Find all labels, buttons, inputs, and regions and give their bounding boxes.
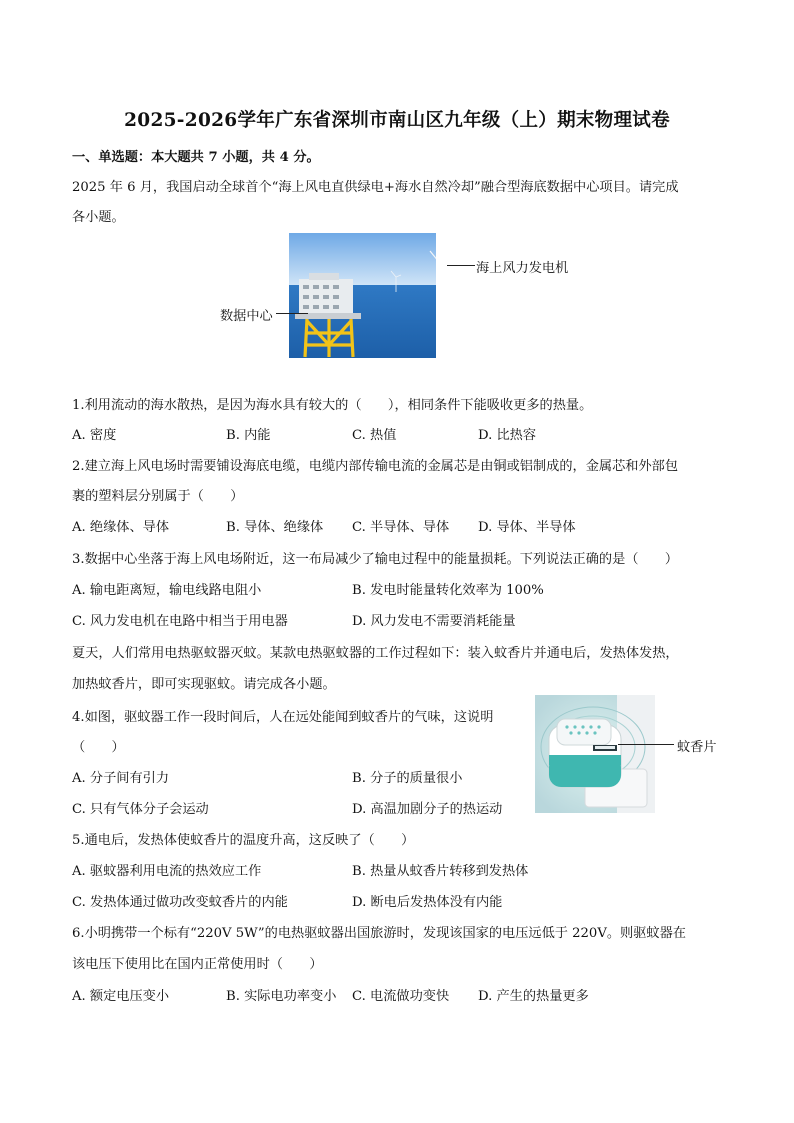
q3-stem: 3.数据中心坐落于海上风电场附近，这一布局减少了输电过程中的能量损耗。下列说法正确的是（ ） (72, 552, 679, 567)
datacenter-leader-line (276, 313, 308, 314)
datacenter-label: 数据中心 (220, 309, 273, 324)
page-title: 2025-2026学年广东省深圳市南山区九年级（上）期末物理试卷 (124, 110, 670, 131)
q5-option-b: B. 热量从蚊香片转移到发热体 (352, 864, 529, 879)
q4-option-b: B. 分子的质量很小 (352, 771, 463, 786)
q6-option-d: D. 产生的热量更多 (478, 989, 589, 1004)
q1-option-d: D. 比热容 (478, 428, 537, 443)
q3-option-d: D. 风力发电不需要消耗能量 (352, 614, 516, 629)
q1-stem: 1.利用流动的海水散热，是因为海水具有较大的（ ），相同条件下能吸收更多的热量。 (72, 398, 593, 413)
q5-option-a: A. 驱蚊器利用电流的热效应工作 (72, 864, 262, 879)
q1-option-a: A. 密度 (72, 428, 117, 443)
q6-stem-line1: 6.小明携带一个标有“220V 5W”的电热驱蚊器出国旅游时，发现该国家的电压远低于 220V。则驱蚊器在 (72, 926, 686, 941)
q5-option-d: D. 断电后发热体没有内能 (352, 895, 503, 910)
turbine-label: 海上风力发电机 (476, 261, 569, 276)
q1-option-c: C. 热值 (352, 428, 397, 443)
q4-option-a: A. 分子间有引力 (72, 771, 170, 786)
q5-stem: 5.通电后，发热体使蚊香片的温度升高，这反映了（ ） (72, 833, 415, 848)
q5-option-c: C. 发热体通过做功改变蚊香片的内能 (72, 895, 288, 910)
section-heading: 一、单选题：本大题共 7 小题，共 4 分。 (72, 150, 320, 165)
q6-option-b: B. 实际电功率变小 (226, 989, 337, 1004)
turbine-leader-line (447, 265, 475, 266)
q2-option-a: A. 绝缘体、导体 (72, 520, 170, 535)
intro1-line1: 2025 年 6 月，我国启动全球首个“海上风电直供绿电+海水自然冷却”融合型海底数据中心项目。请完成 (72, 180, 679, 195)
q3-option-c: C. 风力发电机在电路中相当于用电器 (72, 614, 288, 629)
q4-option-c: C. 只有气体分子会运动 (72, 802, 209, 817)
q4-option-d: D. 高温加剧分子的热运动 (352, 802, 503, 817)
q6-option-a: A. 额定电压变小 (72, 989, 170, 1004)
intro1-line2: 各小题。 (72, 210, 125, 225)
mosquito-repeller-photo (535, 695, 655, 813)
q2-option-b: B. 导体、绝缘体 (226, 520, 324, 535)
q2-option-d: D. 导体、半导体 (478, 520, 576, 535)
q3-option-a: A. 输电距离短，输电线路电阻小 (72, 583, 262, 598)
offshore-datacenter-photo (289, 233, 436, 358)
q6-option-c: C. 电流做功变快 (352, 989, 450, 1004)
intro2-line1: 夏天，人们常用电热驱蚊器灭蚊。某款电热驱蚊器的工作过程如下：装入蚊香片并通电后，发热体发热， (72, 646, 679, 661)
q2-stem-line2: 裹的塑料层分别属于（ ） (72, 489, 244, 504)
q1-option-b: B. 内能 (226, 428, 271, 443)
intro2-line2: 加热蚊香片，即可实现驱蚊。请完成各小题。 (72, 677, 336, 692)
q2-stem-line1: 2.建立海上风电场时需要铺设海底电缆，电缆内部传输电流的金属芯是由铜或铝制成的，金属芯和外部包 (72, 459, 679, 474)
q2-option-c: C. 半导体、导体 (352, 520, 450, 535)
q4-stem-line1: 4.如图，驱蚊器工作一段时间后，人在远处能闻到蚊香片的气味，这说明 (72, 710, 494, 725)
q4-stem-line2: （ ） (72, 740, 125, 755)
mat-leader-line (618, 744, 674, 745)
mat-label: 蚊香片 (677, 740, 717, 755)
q3-option-b: B. 发电时能量转化效率为 100% (352, 583, 544, 598)
q6-stem-line2: 该电压下使用比在国内正常使用时（ ） (72, 957, 323, 972)
